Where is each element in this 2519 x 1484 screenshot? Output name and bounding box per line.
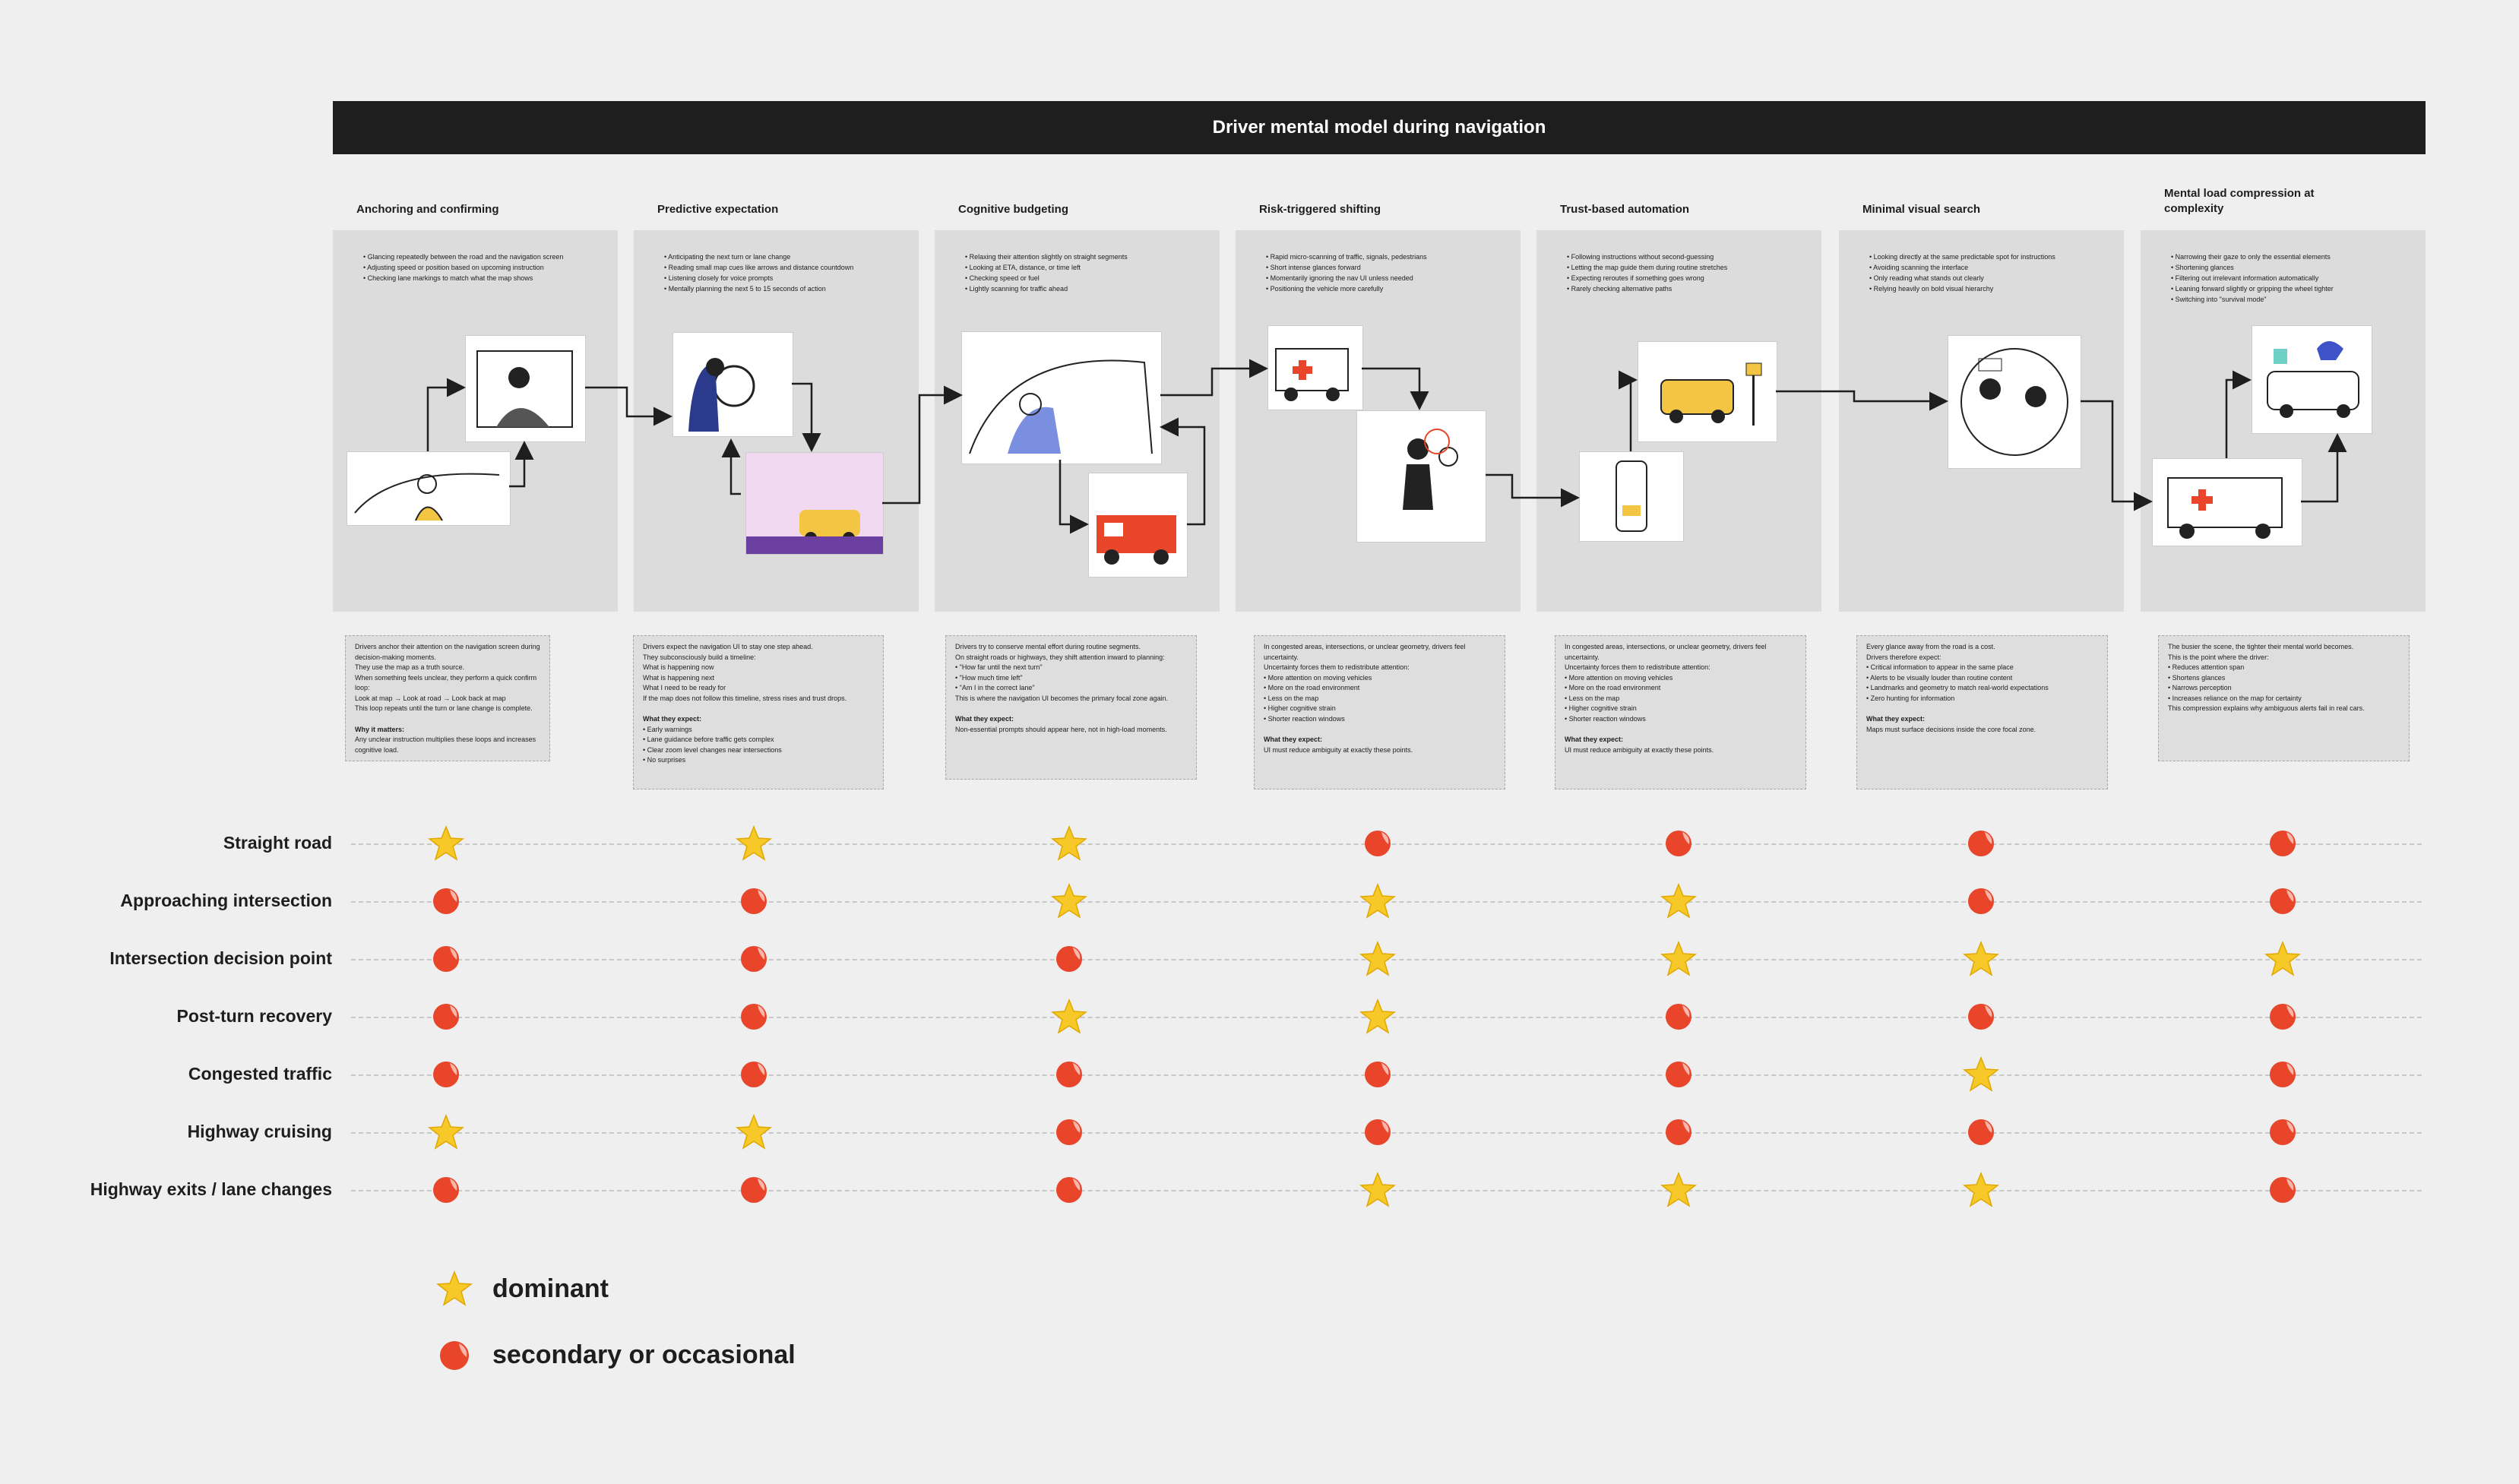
column-title: Minimal visual search <box>1862 203 1981 216</box>
red-sticker-icon <box>1051 1056 1087 1093</box>
red-sticker-icon <box>428 883 464 919</box>
red-sticker-icon <box>1359 1114 1396 1150</box>
red-sticker-icon <box>1963 1114 1999 1150</box>
note-body: In congested areas, intersections, or unclear geometry, drivers feel uncertainty. Uncertainty forces them to redistribute attention: • More attention on moving vehicles • More on the road environment • Less on the map • Higher cognitive strain • Shorter reaction windows <box>1565 643 1767 723</box>
note-heading: What they expect: <box>1264 736 1323 743</box>
red-sticker-icon <box>1660 1114 1697 1150</box>
red-sticker-icon <box>2264 1056 2301 1093</box>
star-icon <box>1660 1172 1697 1208</box>
note-footer: Non-essential prompts should appear here, not in high-load moments. <box>955 725 1167 733</box>
behavior-item: • Anticipating the next turn or lane change <box>664 252 907 262</box>
column-title: Risk-triggered shifting <box>1259 203 1381 216</box>
star-icon <box>736 825 772 862</box>
red-sticker-icon <box>2264 883 2301 919</box>
star-icon <box>436 1270 473 1307</box>
column-note <box>945 635 1197 780</box>
behavior-item: • Narrowing their gaze to only the essential elements <box>2171 252 2414 262</box>
column-title: Trust-based automation <box>1560 203 1690 216</box>
diagram-title: Driver mental model during navigation <box>333 101 2426 154</box>
note-body: Drivers anchor their attention on the navigation screen during decision-making moments. They use the map as a truth source. When something feels unclear, they perform a quick confirm loop: Look at map → Look at road → Look back at map This loop repeats until the turn or lane change is complete. <box>355 643 540 712</box>
column-note <box>1856 635 2108 789</box>
row-label: Approaching intersection <box>120 891 332 910</box>
red-sticker-icon <box>428 998 464 1035</box>
legend-label-dominant: dominant <box>492 1274 609 1303</box>
red-sticker-icon <box>1660 825 1697 862</box>
red-sticker-icon <box>1963 883 1999 919</box>
behavior-item: • Reading small map cues like arrows and distance countdown <box>664 262 907 273</box>
behavior-item: • Expecting reroutes if something goes wrong <box>1567 273 1810 283</box>
star-icon <box>1051 998 1087 1035</box>
note-footer: UI must reduce ambiguity at exactly these points. <box>1264 745 1413 754</box>
red-sticker-icon <box>1963 998 1999 1035</box>
red-sticker-icon <box>736 883 772 919</box>
red-sticker-icon <box>1051 941 1087 977</box>
note-heading: What they expect: <box>1565 736 1624 743</box>
behavior-item: • Leaning forward slightly or gripping the wheel tighter <box>2171 283 2414 294</box>
behavior-item: • Mentally planning the next 5 to 15 seconds of action <box>664 283 907 294</box>
note-body: In congested areas, intersections, or unclear geometry, drivers feel uncertainty. Uncertainty forces them to redistribute attention: • More attention on moving vehicles • More on the road environment • Less on the map • Higher cognitive strain • Shorter reaction windows <box>1264 643 1466 723</box>
star-icon <box>1660 941 1697 977</box>
star-icon <box>1963 1056 1999 1093</box>
column-note <box>2158 635 2410 761</box>
behavior-item: • Switching into "survival mode" <box>2171 294 2414 305</box>
behavior-item: • Glancing repeatedly between the road and the navigation screen <box>363 252 606 262</box>
behavior-item: • Filtering out irrelevant information automatically <box>2171 273 2414 283</box>
note-heading: What they expect: <box>643 715 702 723</box>
red-sticker-icon <box>1359 1056 1396 1093</box>
row-label: Post-turn recovery <box>176 1006 332 1026</box>
row-label: Straight road <box>223 833 332 853</box>
behavior-item: • Adjusting speed or position based on upcoming instruction <box>363 262 606 273</box>
note-body: Drivers expect the navigation UI to stay one step ahead. They subconsciously build a timeline: What is happening now What is happening next What I need to be ready for If the map does not follow this timeline, stress rises and trust drops. <box>643 643 847 702</box>
note-body: The busier the scene, the tighter their mental world becomes. This is the point where the driver: • Reduces attention span • Shortens glances • Narrows perception • Increases reliance on the map for certainty This compression explains why ambiguous alerts fail in real cars. <box>2168 643 2365 712</box>
row-label: Congested traffic <box>188 1064 332 1084</box>
note-body: Drivers try to conserve mental effort during routine segments. On straight roads or highways, they shift attention inward to planning: • "How far until the next turn" • "How much time left" • "Am I in the correct lane" This is where the navigation UI becomes the primary focal zone again. <box>955 643 1169 702</box>
behavior-item: • Only reading what stands out clearly <box>1869 273 2112 283</box>
red-sticker-icon <box>736 941 772 977</box>
behavior-item: • Letting the map guide them during routine stretches <box>1567 262 1810 273</box>
star-icon <box>1359 1172 1396 1208</box>
behavior-item: • Looking at ETA, distance, or time left <box>965 262 1208 273</box>
column-title: Cognitive budgeting <box>958 203 1068 216</box>
note-footer: UI must reduce ambiguity at exactly these points. <box>1565 745 1714 754</box>
star-icon <box>1359 883 1396 919</box>
note-heading: What they expect: <box>955 715 1014 723</box>
star-icon <box>1963 941 1999 977</box>
column-note <box>1254 635 1505 789</box>
star-icon <box>1963 1172 1999 1208</box>
note-body: Every glance away from the road is a cost. Drivers therefore expect: • Critical information to appear in the same place • Alerts to be visually louder than routine content • Landmarks and geometry to match real-world expectations • Zero hunting for information <box>1866 643 2049 702</box>
behavior-item: • Shortening glances <box>2171 262 2414 273</box>
red-sticker-icon <box>736 1172 772 1208</box>
star-icon <box>1051 883 1087 919</box>
star-icon <box>1359 998 1396 1035</box>
red-sticker-icon <box>2264 1114 2301 1150</box>
red-sticker-icon <box>736 1056 772 1093</box>
column-note <box>345 635 550 761</box>
red-sticker-icon <box>436 1337 473 1374</box>
column-note <box>633 635 884 789</box>
note-footer: Maps must surface decisions inside the core focal zone. <box>1866 725 2036 733</box>
note-footer: Any unclear instruction multiplies these loops and increases cognitive load. <box>355 736 536 754</box>
red-sticker-icon <box>428 941 464 977</box>
red-sticker-icon <box>1660 998 1697 1035</box>
behavior-item: • Checking speed or fuel <box>965 273 1208 283</box>
behavior-item: • Momentarily ignoring the nav UI unless needed <box>1266 273 1509 283</box>
behavior-item: • Lightly scanning for traffic ahead <box>965 283 1208 294</box>
red-sticker-icon <box>428 1056 464 1093</box>
behavior-item: • Rarely checking alternative paths <box>1567 283 1810 294</box>
behavior-item: • Rapid micro-scanning of traffic, signals, pedestrians <box>1266 252 1509 262</box>
column-title: Mental load compression at complexity <box>2164 187 2315 215</box>
red-sticker-icon <box>1660 1056 1697 1093</box>
note-heading: Why it matters: <box>355 725 405 733</box>
red-sticker-icon <box>428 1172 464 1208</box>
red-sticker-icon <box>1051 1172 1087 1208</box>
behavior-item: • Avoiding scanning the interface <box>1869 262 2112 273</box>
red-sticker-icon <box>2264 825 2301 862</box>
note-footer: • Early warnings • Lane guidance before traffic gets complex • Clear zoom level changes near intersections • No surprises <box>643 725 782 764</box>
star-icon <box>428 825 464 862</box>
behavior-item: • Short intense glances forward <box>1266 262 1509 273</box>
behavior-item: • Relaxing their attention slightly on straight segments <box>965 252 1208 262</box>
red-sticker-icon <box>2264 1172 2301 1208</box>
behavior-item: • Listening closely for voice prompts <box>664 273 907 283</box>
behavior-item: • Following instructions without second-guessing <box>1567 252 1810 262</box>
star-icon <box>428 1114 464 1150</box>
behavior-item: • Relying heavily on bold visual hierarchy <box>1869 283 2112 294</box>
red-sticker-icon <box>1963 825 1999 862</box>
behavior-item: • Looking directly at the same predictable spot for instructions <box>1869 252 2112 262</box>
star-icon <box>1660 883 1697 919</box>
column-title: Anchoring and confirming <box>356 203 499 216</box>
behavior-item: • Positioning the vehicle more carefully <box>1266 283 1509 294</box>
row-label: Highway cruising <box>187 1122 332 1141</box>
behavior-item: • Checking lane markings to match what the map shows <box>363 273 606 283</box>
legend-label-secondary: secondary or occasional <box>492 1340 796 1369</box>
row-label: Intersection decision point <box>109 948 332 968</box>
column-note <box>1555 635 1806 789</box>
star-icon <box>2264 941 2301 977</box>
star-icon <box>1051 825 1087 862</box>
red-sticker-icon <box>2264 998 2301 1035</box>
star-icon <box>1359 941 1396 977</box>
note-heading: What they expect: <box>1866 715 1926 723</box>
red-sticker-icon <box>736 998 772 1035</box>
star-icon <box>736 1114 772 1150</box>
red-sticker-icon <box>1051 1114 1087 1150</box>
row-label: Highway exits / lane changes <box>90 1179 332 1199</box>
column-title: Predictive expectation <box>657 203 779 216</box>
red-sticker-icon <box>1359 825 1396 862</box>
